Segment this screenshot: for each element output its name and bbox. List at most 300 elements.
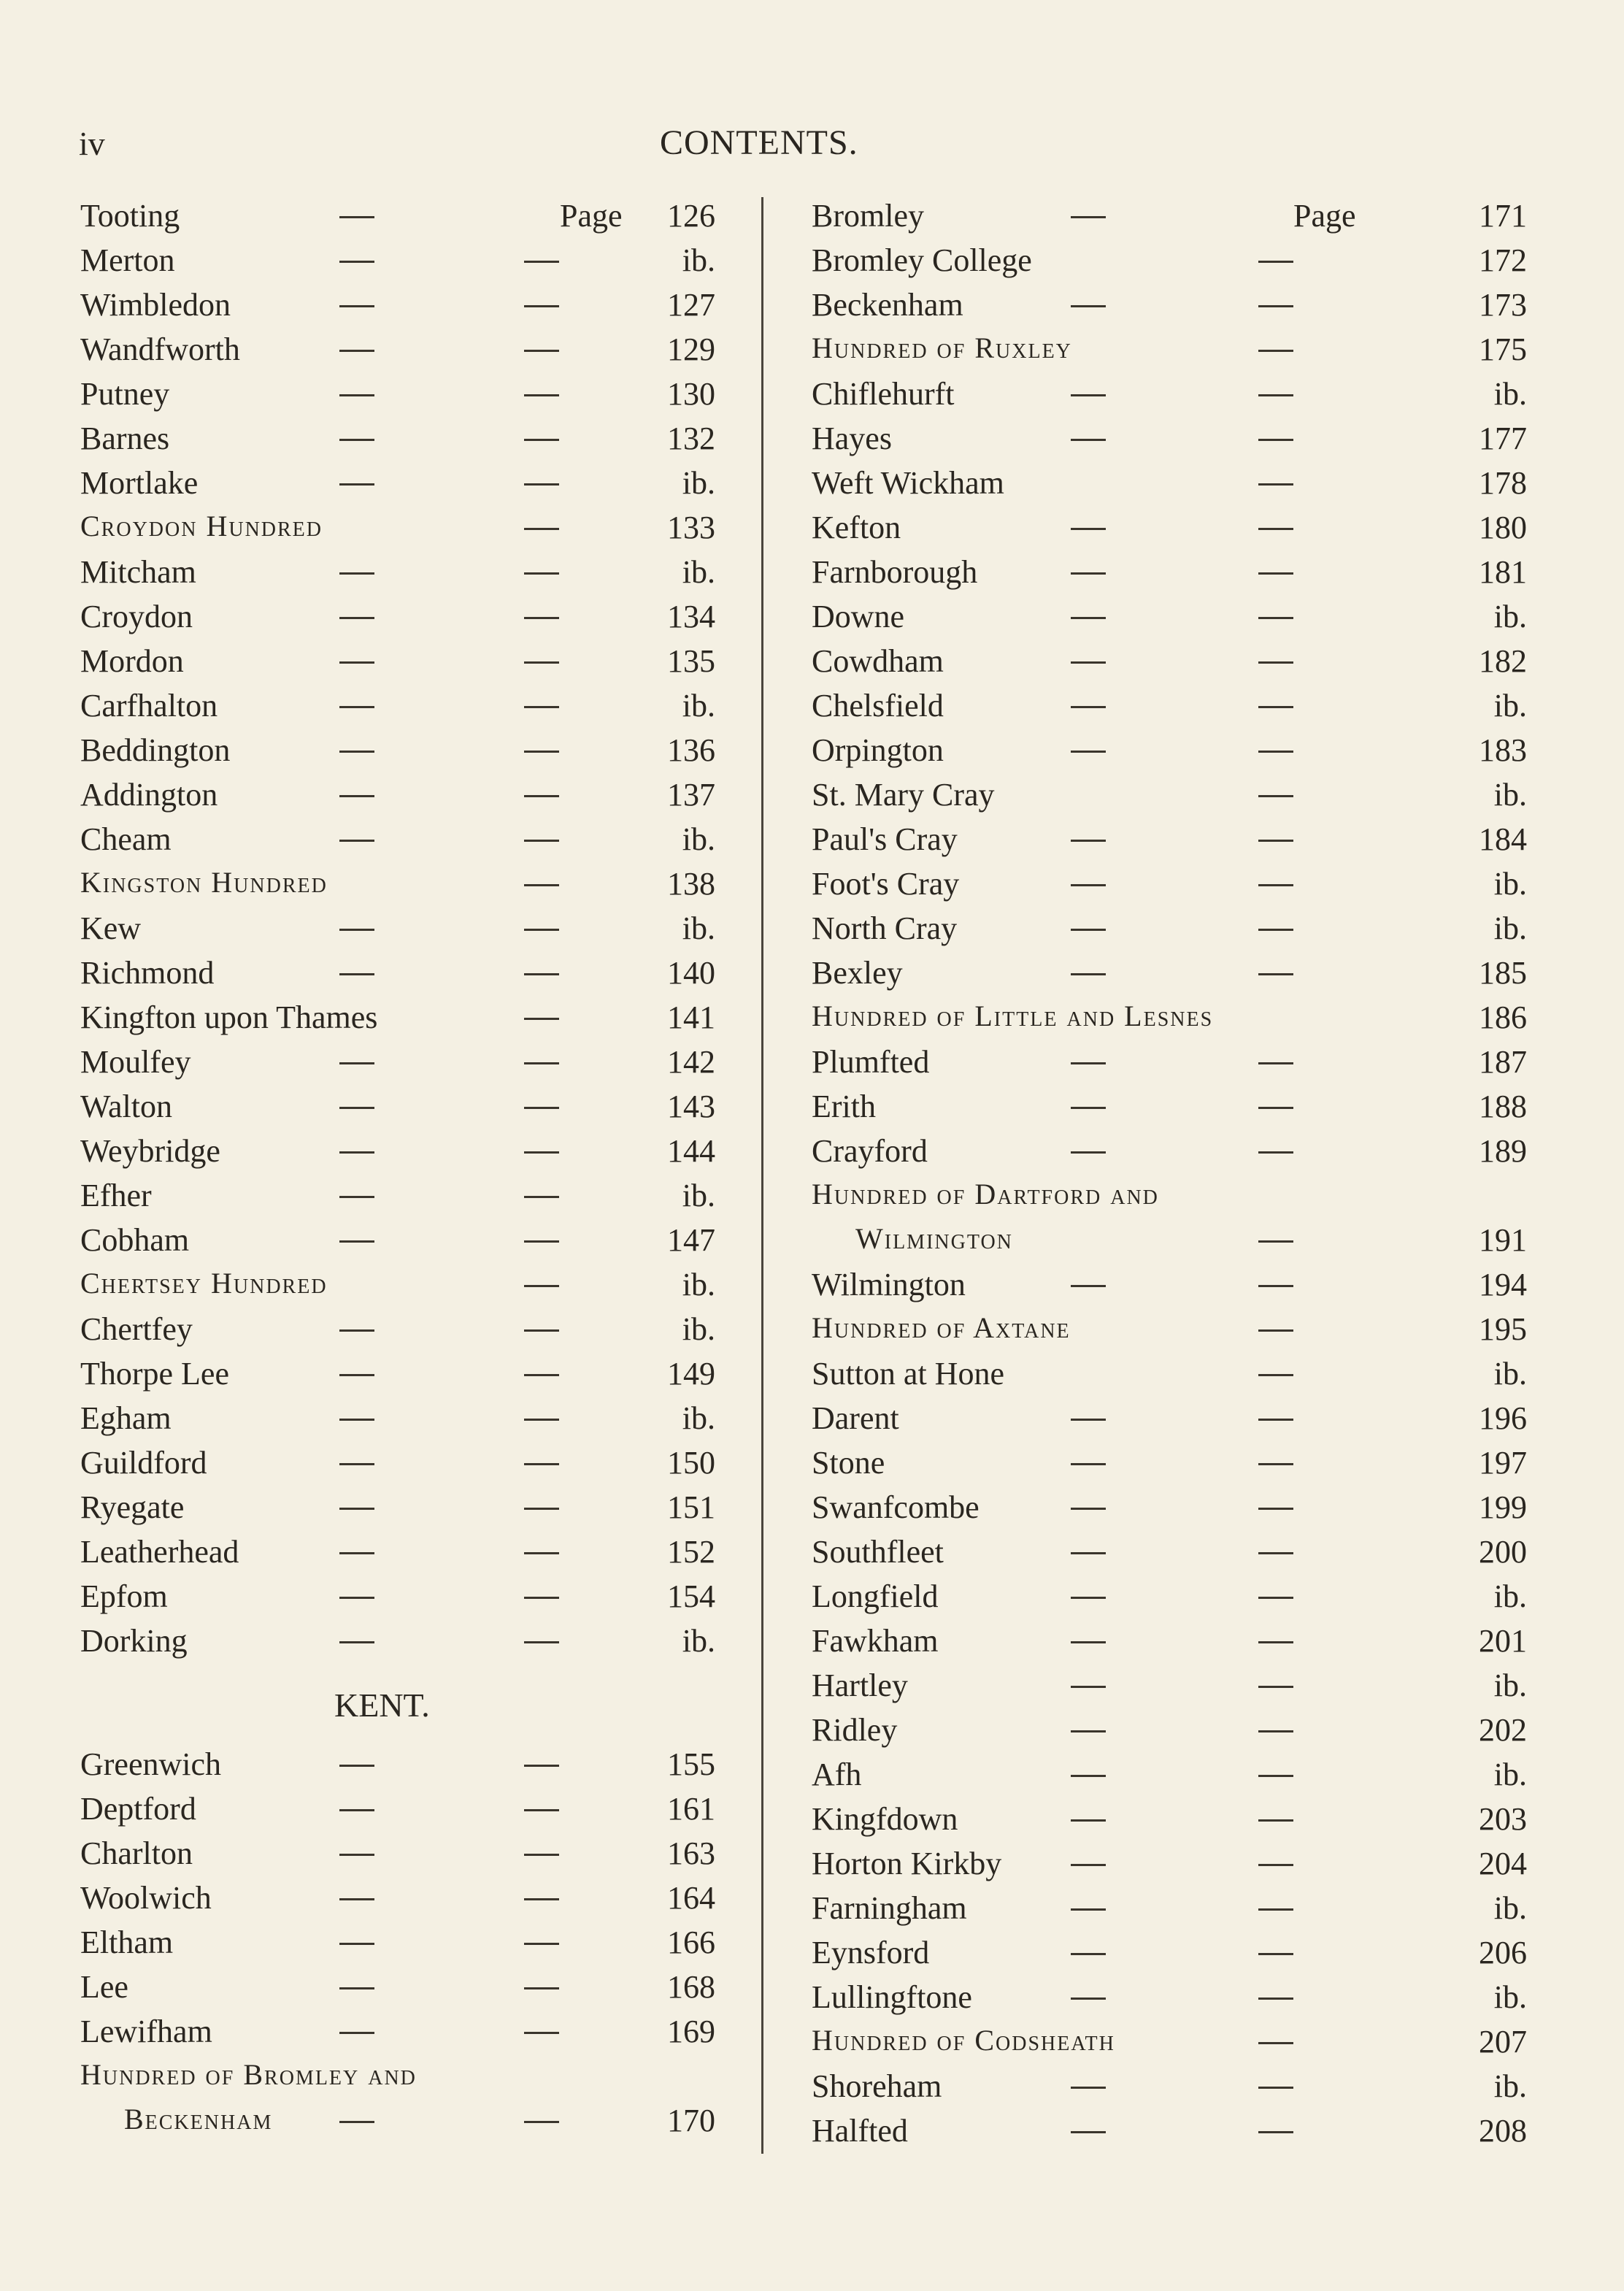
leader-dash: [1258, 929, 1293, 931]
entry-name: Dorking: [80, 1623, 188, 1659]
leader-dash: [524, 1240, 559, 1243]
leader-dash: [1071, 216, 1106, 218]
leader-dash: [524, 1151, 559, 1154]
entry-name: Farningham: [812, 1890, 967, 1926]
leader-dash: [1258, 2087, 1293, 2089]
contents-entry: [80, 2052, 730, 2096]
entry-page-number: ib.: [682, 465, 715, 501]
leader-dash: [1258, 350, 1293, 352]
entry-name: Chelsfield: [812, 688, 944, 724]
entry-page-number: 196: [1479, 1400, 1527, 1436]
leader-dash: [524, 1285, 559, 1287]
contents-entry: [80, 815, 730, 859]
contents-entry: [80, 325, 730, 369]
contents-entry: [812, 503, 1563, 548]
leader-dash: [1071, 840, 1106, 842]
entry-name: Egham: [80, 1400, 172, 1436]
leader-dash: [339, 394, 374, 396]
entry-name: Mortlake: [80, 465, 199, 501]
contents-entry: [80, 1784, 730, 1829]
entry-page-number: 185: [1479, 955, 1527, 991]
entry-page-number: ib.: [682, 1311, 715, 1347]
contents-entry: [812, 2062, 1563, 2106]
contents-entry: [812, 637, 1563, 681]
leader-dash: [524, 572, 559, 575]
contents-entry: [812, 280, 1563, 325]
contents-entry: [812, 236, 1563, 280]
entry-page-number: 161: [667, 1791, 715, 1827]
leader-dash: [524, 929, 559, 931]
contents-entry: [80, 458, 730, 503]
leader-dash: [1258, 706, 1293, 708]
entry-name: Greenwich: [80, 1746, 222, 1782]
contents-entry: [80, 414, 730, 458]
entry-page-number: 173: [1479, 287, 1527, 323]
entry-name: St. Mary Cray: [812, 777, 995, 813]
entry-name: Ryegate: [80, 1489, 185, 1525]
leader-dash: [339, 261, 374, 263]
entry-page-number: 152: [667, 1534, 715, 1570]
contents-entry: [80, 1127, 730, 1171]
contents-entry: [80, 2096, 730, 2141]
contents-entry: [812, 592, 1563, 637]
contents-entry: [812, 1438, 1563, 1483]
entry-name: Downe: [812, 599, 905, 634]
leader-dash: [524, 261, 559, 263]
entry-name: Deptford: [80, 1791, 196, 1827]
contents-entry: [812, 191, 1563, 236]
entry-page-number: ib.: [1493, 1757, 1527, 1792]
leader-dash: [1258, 1240, 1293, 1243]
leader-dash: [339, 617, 374, 619]
entry-name: Kew: [80, 910, 142, 946]
section-heading: KENT.: [334, 1686, 430, 1724]
leader-dash: [1071, 1908, 1106, 1911]
entry-page-number: 194: [1479, 1267, 1527, 1302]
contents-entry: [812, 1884, 1563, 1928]
entry-name: Horton Kirkby: [812, 1846, 1002, 1881]
entry-name: Addington: [80, 777, 218, 813]
entry-page-number: 140: [667, 955, 715, 991]
contents-entry: [812, 369, 1563, 414]
entry-name: Hundred of Axtane: [812, 1311, 1071, 1344]
leader-dash: [1071, 305, 1106, 307]
entry-page-number: ib.: [682, 1400, 715, 1436]
entry-name: Merton: [80, 242, 175, 278]
entry-name: Croydon: [80, 599, 193, 634]
leader-dash: [339, 661, 374, 664]
entry-page-number: 149: [667, 1356, 715, 1392]
leader-dash: [339, 1765, 374, 1767]
contents-entry: [812, 1216, 1563, 1260]
entry-name: Crayford: [812, 1133, 928, 1169]
leader-dash: [524, 1374, 559, 1376]
leader-dash: [1071, 1107, 1106, 1109]
entry-name: Walton: [80, 1089, 172, 1124]
contents-entry: [812, 414, 1563, 458]
contents-entry: [80, 1483, 730, 1527]
entry-name: North Cray: [812, 910, 958, 946]
entry-name: Moulfey: [80, 1044, 191, 1080]
leader-dash: [339, 1196, 374, 1198]
entry-page-number: ib.: [1493, 910, 1527, 946]
contents-entry: [80, 1572, 730, 1616]
leader-dash: [1258, 483, 1293, 486]
leader-dash: [1071, 572, 1106, 575]
contents-entry: [812, 1037, 1563, 1082]
leader-dash: [1071, 394, 1106, 396]
leader-dash: [524, 394, 559, 396]
leader-dash: [339, 1240, 374, 1243]
entry-name: Fawkham: [812, 1623, 939, 1659]
entry-name: Kingston Hundred: [80, 866, 328, 899]
contents-entry: [812, 2106, 1563, 2151]
contents-entry: [812, 770, 1563, 815]
leader-dash: [1258, 2131, 1293, 2133]
entry-name: Erith: [812, 1089, 876, 1124]
leader-dash: [524, 305, 559, 307]
contents-entry: [80, 503, 730, 548]
leader-dash: [339, 1463, 374, 1465]
entry-page-number: ib.: [682, 1178, 715, 1213]
contents-entry: [80, 1438, 730, 1483]
entry-name: Croydon Hundred: [80, 510, 323, 542]
contents-entry: [80, 1260, 730, 1305]
leader-dash: [1071, 661, 1106, 664]
leader-dash: [524, 2121, 559, 2123]
contents-entry: [80, 1918, 730, 1962]
contents-entry: [812, 2017, 1563, 2062]
entry-name: Lee: [80, 1969, 128, 2005]
entry-name: Woolwich: [80, 1880, 212, 1916]
leader-dash: [524, 1508, 559, 1510]
leader-dash: [339, 929, 374, 931]
contents-entry: [80, 1740, 730, 1784]
entry-name: Farnborough: [812, 554, 978, 590]
entry-page-number: ib.: [1493, 376, 1527, 412]
leader-dash: [1258, 1775, 1293, 1777]
leader-dash: [524, 706, 559, 708]
leader-dash: [1071, 1552, 1106, 1554]
entry-page-number: 132: [667, 421, 715, 456]
contents-entry: [80, 191, 730, 236]
contents-entry: [812, 1305, 1563, 1349]
entry-page-number: ib.: [1493, 2068, 1527, 2104]
contents-entry: [812, 993, 1563, 1037]
leader-dash: [1071, 1062, 1106, 1064]
contents-entry: [812, 1795, 1563, 1839]
contents-entry: [80, 369, 730, 414]
entry-page-number: 195: [1479, 1311, 1527, 1347]
leader-dash: [339, 795, 374, 797]
contents-entry: [812, 548, 1563, 592]
entry-name: Lewifham: [80, 2014, 212, 2049]
leader-dash: [339, 1641, 374, 1643]
entry-page-number: 155: [667, 1746, 715, 1782]
leader-dash: [339, 216, 374, 218]
leader-dash: [339, 1854, 374, 1856]
leader-dash: [339, 483, 374, 486]
leader-dash: [524, 1641, 559, 1643]
contents-entry: [812, 1527, 1563, 1572]
leader-dash: [1258, 1908, 1293, 1911]
entry-page-number: ib.: [682, 688, 715, 724]
leader-dash: [1071, 1819, 1106, 1822]
page-label: Page: [1293, 198, 1356, 234]
leader-dash: [524, 1597, 559, 1599]
section-heading-row: [80, 1676, 730, 1740]
contents-entry: [812, 1349, 1563, 1394]
leader-dash: [339, 1062, 374, 1064]
entry-page-number: 166: [667, 1924, 715, 1960]
leader-dash: [339, 1419, 374, 1421]
entry-name: Swanfcombe: [812, 1489, 980, 1525]
leader-dash: [524, 617, 559, 619]
leader-dash: [339, 350, 374, 352]
entry-page-number: 199: [1479, 1489, 1527, 1525]
entry-name: Mordon: [80, 643, 184, 679]
entry-name: Chertsey Hundred: [80, 1267, 328, 1300]
leader-dash: [339, 1809, 374, 1811]
contents-entry: [812, 1839, 1563, 1884]
entry-name: Foot's Cray: [812, 866, 960, 902]
contents-entry: [80, 681, 730, 726]
entry-page-number: 138: [667, 866, 715, 902]
entry-name: Wilmington: [812, 1267, 966, 1302]
leader-dash: [339, 305, 374, 307]
leader-dash: [1258, 1686, 1293, 1688]
entry-page-number: 170: [667, 2103, 715, 2138]
entry-name: Chertfey: [80, 1311, 193, 1347]
contents-entry: [812, 1082, 1563, 1127]
leader-dash: [1258, 2042, 1293, 2044]
entry-page-number: 191: [1479, 1222, 1527, 1258]
leader-dash: [1258, 1329, 1293, 1332]
entry-page-number: 177: [1479, 421, 1527, 456]
leader-dash: [339, 1151, 374, 1154]
leader-dash: [1071, 439, 1106, 441]
entry-page-number: 184: [1479, 821, 1527, 857]
leader-dash: [524, 2032, 559, 2034]
contents-entry: [812, 1394, 1563, 1438]
entry-page-number: 151: [667, 1489, 715, 1525]
entry-name: Weybridge: [80, 1133, 220, 1169]
entry-page-number: 142: [667, 1044, 715, 1080]
leader-dash: [1071, 1597, 1106, 1599]
entry-name: Weft Wickham: [812, 465, 1004, 501]
contents-entry: [80, 1394, 730, 1438]
contents-entry: [80, 1616, 730, 1661]
leader-dash: [1258, 1151, 1293, 1154]
leader-dash: [1258, 1819, 1293, 1822]
entry-name: Plumfted: [812, 1044, 930, 1080]
leader-dash: [339, 1374, 374, 1376]
leader-dash: [1258, 795, 1293, 797]
leader-dash: [524, 1943, 559, 1945]
entry-name: Guildford: [80, 1445, 207, 1481]
entry-name: Beckenham: [124, 2103, 273, 2135]
leader-dash: [339, 751, 374, 753]
leader-dash: [1071, 1775, 1106, 1777]
entry-name: Kingfdown: [812, 1801, 958, 1837]
entry-page-number: 126: [667, 198, 715, 234]
leader-dash: [524, 350, 559, 352]
entry-name: Eltham: [80, 1924, 174, 1960]
leader-dash: [1258, 305, 1293, 307]
leader-dash: [524, 1809, 559, 1811]
entry-page-number: ib.: [682, 1267, 715, 1302]
entry-name: Wilmington: [855, 1222, 1013, 1255]
leader-dash: [524, 751, 559, 753]
leader-dash: [339, 439, 374, 441]
leader-dash: [524, 1854, 559, 1856]
entry-page-number: 202: [1479, 1712, 1527, 1748]
leader-dash: [1258, 1597, 1293, 1599]
contents-entry: [812, 1260, 1563, 1305]
contents-entry: [812, 726, 1563, 770]
contents-entry: [812, 1127, 1563, 1171]
leader-dash: [1071, 2087, 1106, 2089]
entry-page-number: 163: [667, 1835, 715, 1871]
leader-dash: [1071, 1730, 1106, 1732]
contents-entry: [80, 2007, 730, 2052]
leader-dash: [1258, 1730, 1293, 1732]
leader-dash: [524, 439, 559, 441]
leader-dash: [1258, 1998, 1293, 2000]
leader-dash: [524, 795, 559, 797]
entry-name: Sutton at Hone: [812, 1356, 1004, 1392]
leader-dash: [524, 840, 559, 842]
leader-dash: [1258, 751, 1293, 753]
left-column: [80, 191, 730, 2141]
entry-name: Barnes: [80, 421, 170, 456]
leader-dash: [1258, 884, 1293, 886]
contents-entry: [80, 1171, 730, 1216]
entry-page-number: 144: [667, 1133, 715, 1169]
entry-name: Cobham: [80, 1222, 190, 1258]
entry-name: Bromley College: [812, 242, 1032, 278]
leader-dash: [524, 1018, 559, 1020]
contents-entry: [812, 458, 1563, 503]
contents-entry: [812, 1572, 1563, 1616]
column-divider: [761, 197, 763, 2154]
leader-dash: [339, 1898, 374, 1900]
entry-name: Afh: [812, 1757, 862, 1792]
entry-name: Wimbledon: [80, 287, 231, 323]
entry-name: Leatherhead: [80, 1534, 239, 1570]
entry-page-number: 171: [1479, 198, 1527, 234]
contents-entry: [80, 1216, 730, 1260]
entry-page-number: 169: [667, 2014, 715, 2049]
entry-page-number: 204: [1479, 1846, 1527, 1881]
contents-entry: [80, 1349, 730, 1394]
entry-page-number: 186: [1479, 999, 1527, 1035]
entry-name: Hundred of Ruxley: [812, 331, 1072, 364]
leader-dash: [524, 884, 559, 886]
leader-dash: [1071, 1641, 1106, 1643]
entry-name: Cowdham: [812, 643, 944, 679]
entry-name: Hundred of Codsheath: [812, 2024, 1115, 2057]
contents-entry: [80, 1962, 730, 2007]
entry-name: Cheam: [80, 821, 172, 857]
leader-dash: [339, 840, 374, 842]
contents-entry: [80, 1305, 730, 1349]
entry-page-number: ib.: [1493, 599, 1527, 634]
leader-dash: [1071, 1508, 1106, 1510]
entry-page-number: 168: [667, 1969, 715, 2005]
leader-dash: [1258, 1374, 1293, 1376]
leader-dash: [1258, 572, 1293, 575]
entry-page-number: 134: [667, 599, 715, 634]
contents-entry: [80, 1873, 730, 1918]
entry-page-number: 182: [1479, 643, 1527, 679]
entry-page-number: 180: [1479, 510, 1527, 545]
entry-name: Eynsford: [812, 1935, 930, 1970]
entry-name: Hundred of Dartford and: [812, 1178, 1159, 1210]
leader-dash: [1258, 1552, 1293, 1554]
leader-dash: [1258, 1864, 1293, 1866]
page-label: Page: [560, 198, 623, 234]
entry-name: Bexley: [812, 955, 903, 991]
contents-entry: [812, 1661, 1563, 1705]
leader-dash: [1258, 617, 1293, 619]
entry-page-number: 197: [1479, 1445, 1527, 1481]
leader-dash: [339, 973, 374, 975]
entry-page-number: 129: [667, 331, 715, 367]
leader-dash: [1071, 884, 1106, 886]
contents-entry: [80, 548, 730, 592]
contents-entry: [812, 1171, 1563, 1216]
entry-page-number: 172: [1479, 242, 1527, 278]
entry-page-number: ib.: [1493, 866, 1527, 902]
entry-page-number: 206: [1479, 1935, 1527, 1970]
contents-entry: [80, 948, 730, 993]
contents-entry: [812, 948, 1563, 993]
right-column: [812, 191, 1563, 2151]
contents-entry: [812, 1483, 1563, 1527]
leader-dash: [1071, 1864, 1106, 1866]
entry-name: Beckenham: [812, 287, 963, 323]
leader-dash: [339, 2121, 374, 2123]
entry-page-number: 150: [667, 1445, 715, 1481]
leader-dash: [339, 2032, 374, 2034]
leader-dash: [524, 1898, 559, 1900]
entry-page-number: 178: [1479, 465, 1527, 501]
leader-dash: [524, 1463, 559, 1465]
entry-page-number: 133: [667, 510, 715, 545]
leader-dash: [1071, 929, 1106, 931]
entry-page-number: 130: [667, 376, 715, 412]
leader-dash: [1071, 1686, 1106, 1688]
leader-dash: [524, 1552, 559, 1554]
leader-dash: [524, 1196, 559, 1198]
entry-name: Ridley: [812, 1712, 898, 1748]
leader-dash: [339, 1107, 374, 1109]
entry-name: Chiflehurft: [812, 376, 955, 412]
entry-name: Kefton: [812, 510, 901, 545]
contents-entry: [812, 1750, 1563, 1795]
leader-dash: [339, 1329, 374, 1332]
entry-name: Wandfworth: [80, 331, 240, 367]
entry-page-number: 135: [667, 643, 715, 679]
leader-dash: [524, 973, 559, 975]
entry-page-number: 200: [1479, 1534, 1527, 1570]
leader-dash: [1258, 1062, 1293, 1064]
entry-name: Hundred of Little and Lesnes: [812, 999, 1214, 1032]
leader-dash: [1258, 1419, 1293, 1421]
entry-page-number: ib.: [1493, 1890, 1527, 1926]
entry-name: Tooting: [80, 198, 180, 234]
